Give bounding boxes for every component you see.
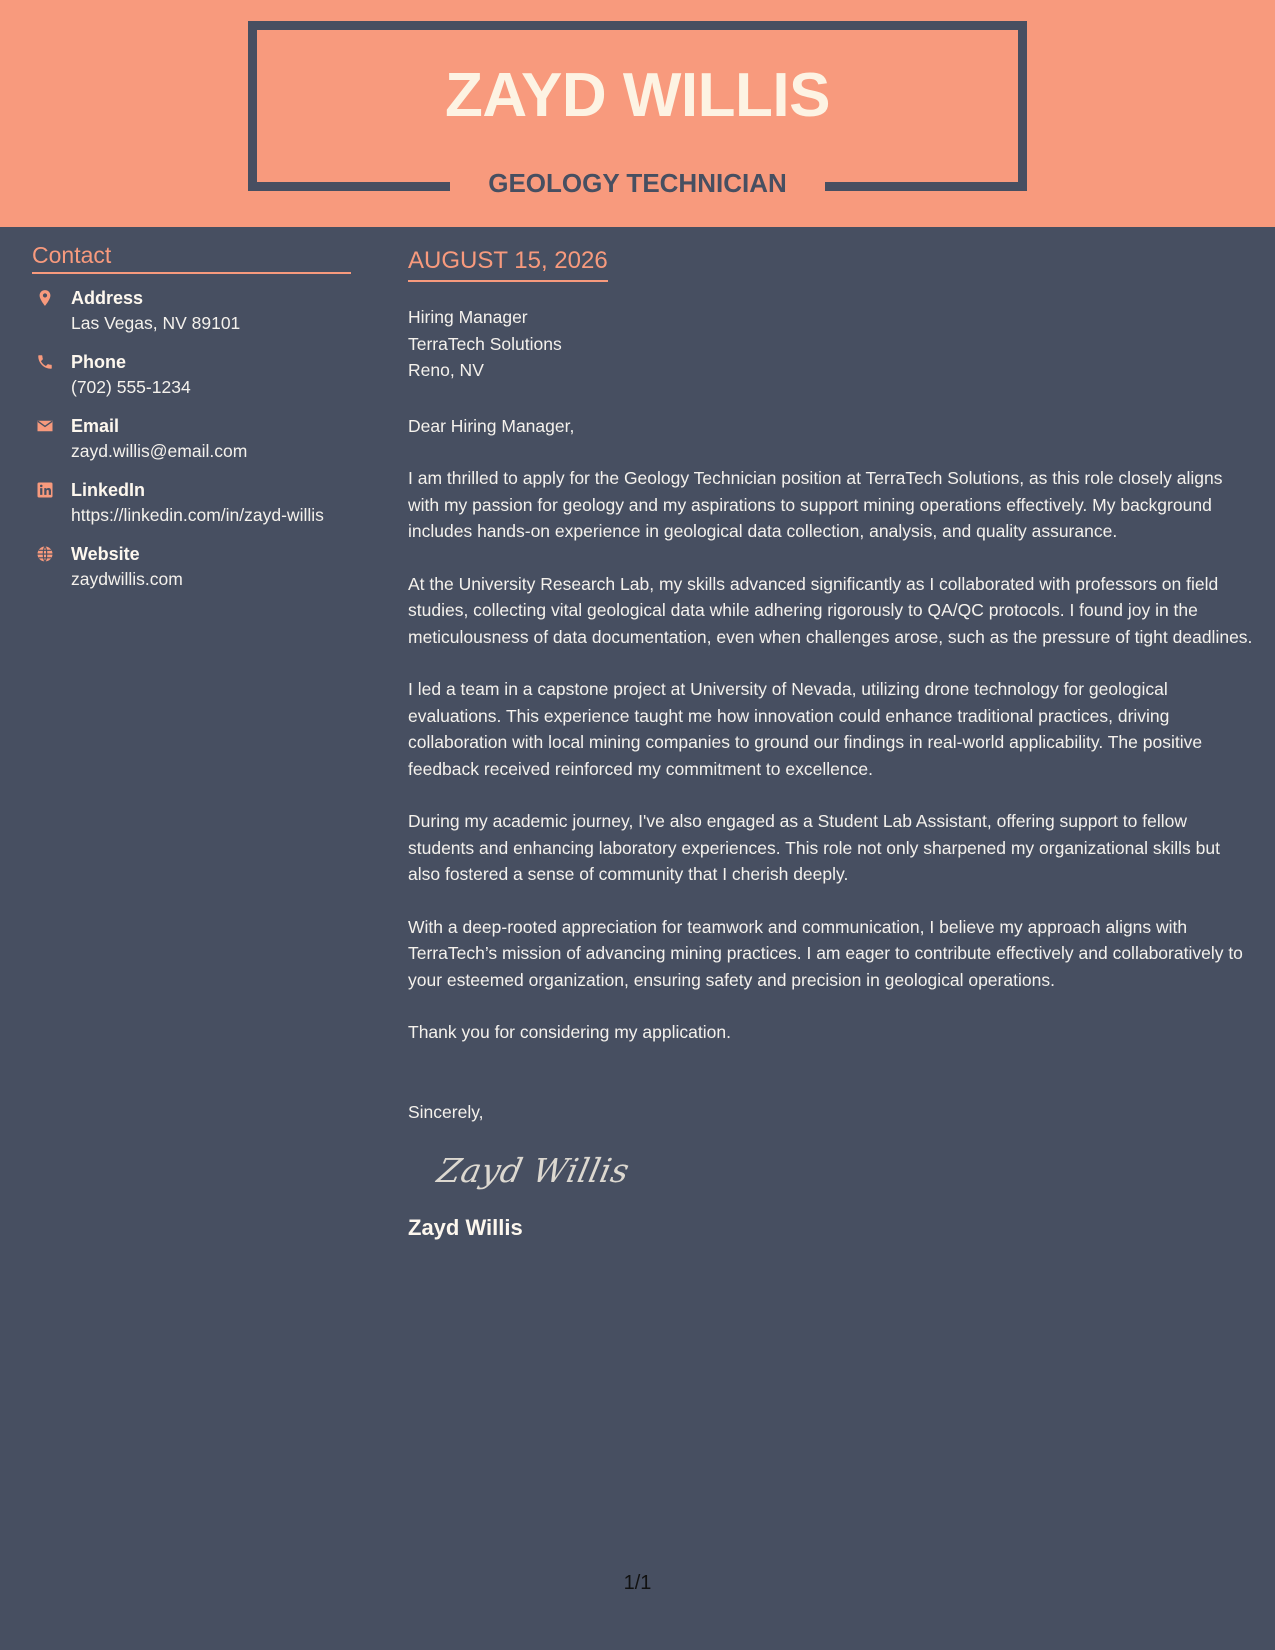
letter-paragraph: At the University Research Lab, my skills advanced significantly as I collaborated with professors on field studies, collecting vital geological data while adhering rigorously to QA/QC protocols. I found joy in the meticulousness of data documentation, even when challenges arose, such as the pressure of tight deadlines. xyxy=(408,573,1253,647)
phone-icon xyxy=(36,353,54,371)
letter-paragraph: I am thrilled to apply for the Geology Technician position at TerraTech Solutions, as this role closely aligns with my passion for geology and my aspirations to support mining operations effectively. My background includes hands-on experience in geological data collection, analysis, and quality assurance. xyxy=(408,468,1223,541)
handwritten-signature: Zayd Willis xyxy=(433,1151,634,1190)
contact-label: Address xyxy=(71,288,144,308)
contact-item-linkedin xyxy=(32,478,351,527)
salutation: Dear Hiring Manager, xyxy=(408,415,575,436)
contact-label: Email xyxy=(71,416,120,436)
contact-item-phone xyxy=(32,350,351,399)
letter-paragraph: With a deep-rooted appreciation for teamwork and communication, I believe my approach aligns with TerraTech’s mission of advancing mining practices. I am eager to contribute effectively and collaboratively to your esteemed organization, ensuring safety and precision in geological operations. xyxy=(408,916,1243,990)
header-banner xyxy=(0,0,1275,227)
linkedin-icon xyxy=(36,481,54,499)
map-pin-icon xyxy=(36,289,54,307)
job-title: GEOLOGY TECHNICIAN xyxy=(488,168,787,198)
contact-value: (702) 555-1234 xyxy=(71,377,191,397)
closing-thanks: Thank you for considering my application. xyxy=(408,1022,731,1042)
contact-item-email xyxy=(32,414,351,463)
contact-label: Phone xyxy=(71,352,127,372)
contact-value[interactable]: https://linkedin.com/in/zayd-willis xyxy=(71,505,324,525)
contact-value: Las Vegas, NV 89101 xyxy=(71,313,241,333)
recipient-line: TerraTech Solutions xyxy=(408,333,562,354)
contact-value: zayd.willis@email.com xyxy=(71,441,248,461)
page-number: 1/1 xyxy=(623,1572,652,1594)
letter-paragraph: During my academic journey, I've also engaged as a Student Lab Assistant, offering support to fellow students and enhancing laboratory experiences. This role not only sharpened my organizational skills but also fostered a sense of community that I cherish deeply. xyxy=(408,811,1220,884)
contact-label: LinkedIn xyxy=(71,480,146,500)
contact-heading: Contact xyxy=(32,240,351,274)
recipient-block xyxy=(408,304,1253,384)
recipient-line: Reno, NV xyxy=(408,360,484,380)
contact-item-website xyxy=(32,542,351,591)
envelope-icon xyxy=(36,417,54,435)
recipient-line: Hiring Manager xyxy=(408,307,528,327)
signer-name: Zayd Willis xyxy=(408,1215,523,1240)
letter-paragraph: I led a team in a capstone project at University of Nevada, utilizing drone technology for geological evaluations. This experience taught me how innovation could enhance traditional practices, driving collaboration with local mining companies to ground our findings in real-world applicability. The positive feedback received reinforced my commitment to excellence. xyxy=(408,679,1203,779)
contact-item-address xyxy=(32,286,351,335)
contact-sidebar xyxy=(32,240,351,606)
letter-body xyxy=(408,245,1253,1243)
letter-date: AUGUST 15, 2026 xyxy=(408,245,608,282)
signoff: Sincerely, xyxy=(408,1101,484,1122)
globe-icon xyxy=(36,545,54,563)
contact-label: Website xyxy=(71,544,140,564)
contact-value[interactable]: zaydwillis.com xyxy=(71,569,183,589)
candidate-name: ZAYD WILLIS xyxy=(445,61,830,130)
